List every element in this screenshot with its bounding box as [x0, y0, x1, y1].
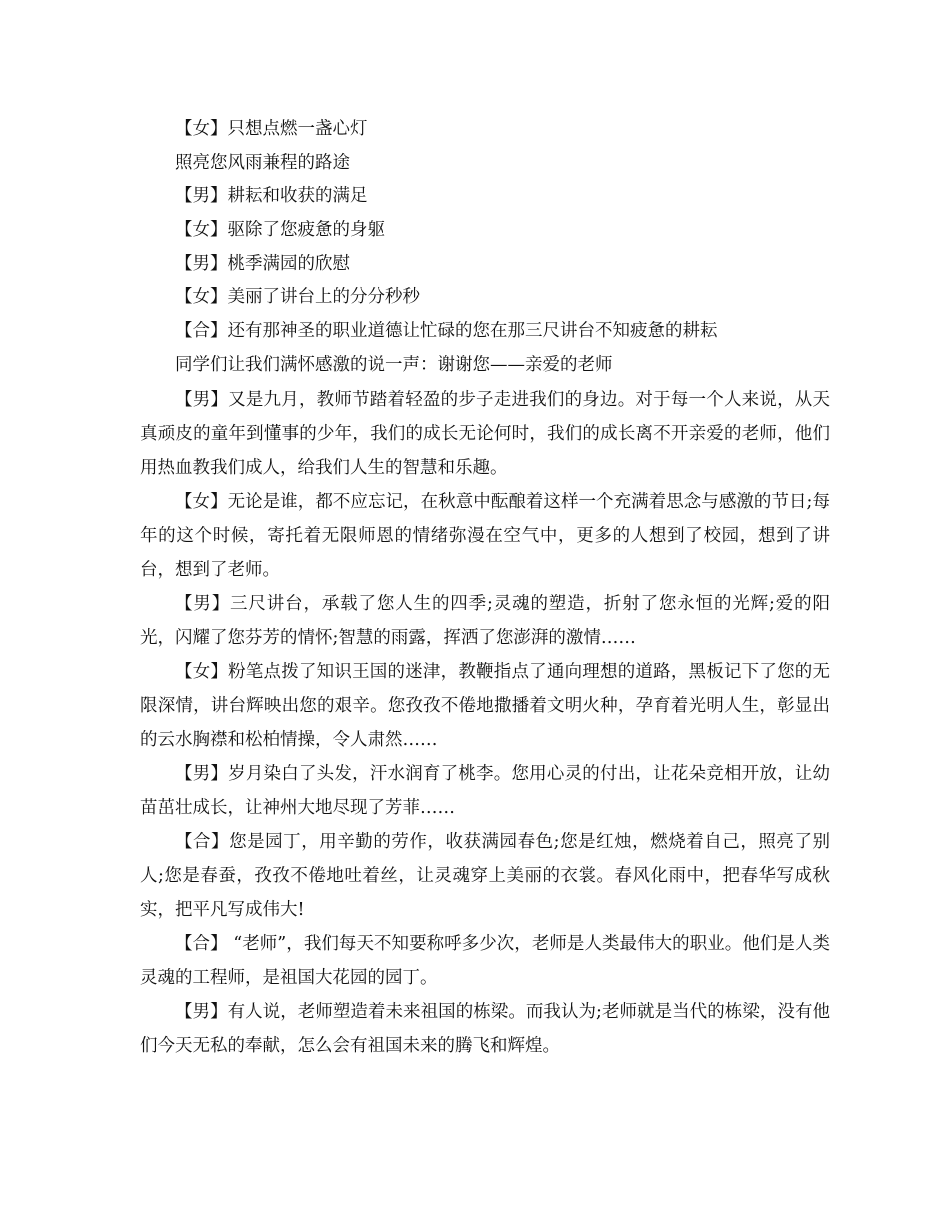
paragraph: 【合】 “老师”，我们每天不知要称呼多少次，老师是人类最伟大的职业。他们是人类灵魂的工程师，是祖国大花园的园丁。 [140, 933, 830, 988]
verse-line: 【合】还有那神圣的职业道德让忙碌的您在那三尺讲台不知疲惫的耕耘 [175, 321, 718, 342]
document-body [140, 113, 830, 1063]
paragraph: 【男】又是九月，教师节踏着轻盈的步子走进我们的身边。对于每一个人来说，从天真顽皮的童年到懂事的少年，我们的成长无论何时，我们的成长离不开亲爱的老师，他们用热血教我们成人，给我们人生的智慧和乐趣。 [140, 389, 830, 478]
paragraph: 【男】三尺讲台，承载了您人生的四季;灵魂的塑造，折射了您永恒的光辉;爱的阳光，闪耀了您芬芳的情怀;智慧的雨露，挥洒了您澎湃的激情…… [140, 593, 830, 648]
paragraph: 【女】无论是谁，都不应忘记，在秋意中酝酿着这样一个充满着思念与感激的节日;每年的这个时候，寄托着无限师恩的情绪弥漫在空气中，更多的人想到了校园，想到了讲台，想到了老师。 [140, 491, 830, 580]
verse-line: 【女】美丽了讲台上的分分秒秒 [175, 287, 420, 308]
verse-line: 【男】耕耘和收获的满足 [175, 186, 368, 207]
paragraph: 【男】岁月染白了头发，汗水润育了桃李。您用心灵的付出，让花朵竞相开放，让幼苗茁壮成长，让神州大地尽现了芳菲…… [140, 763, 830, 818]
paragraph: 【合】您是园丁，用辛勤的劳作，收获满园春色;您是红烛，燃烧着自己，照亮了别人;您是春蚕，孜孜不倦地吐着丝，让灵魂穿上美丽的衣裳。春风化雨中，把春华写成秋实，把平凡写成伟大! [140, 831, 830, 920]
paragraph: 【男】有人说，老师塑造着未来祖国的栋梁。而我认为;老师就是当代的栋梁，没有他们今天无私的奉献，怎么会有祖国未来的腾飞和辉煌。 [140, 1001, 830, 1056]
verse-line: 【女】只想点燃一盏心灯 [175, 119, 368, 139]
verse-lines [140, 113, 830, 383]
verse-line: 【女】驱除了您疲惫的身躯 [175, 220, 385, 241]
paragraph: 【女】粉笔点拨了知识王国的迷津，教鞭指点了通向理想的道路，黑板记下了您的无限深情，讲台辉映出您的艰辛。您孜孜不倦地撒播着文明火种，孕育着光明人生，彰显出的云水胸襟和松柏情操，令人肃然…… [140, 661, 830, 750]
verse-line: 【男】桃季满园的欣慰 [175, 253, 350, 274]
verse-line: 照亮您风雨兼程的路途 [175, 152, 350, 173]
verse-line: 同学们让我们满怀感激的说一声：谢谢您——亲爱的老师 [175, 354, 613, 375]
